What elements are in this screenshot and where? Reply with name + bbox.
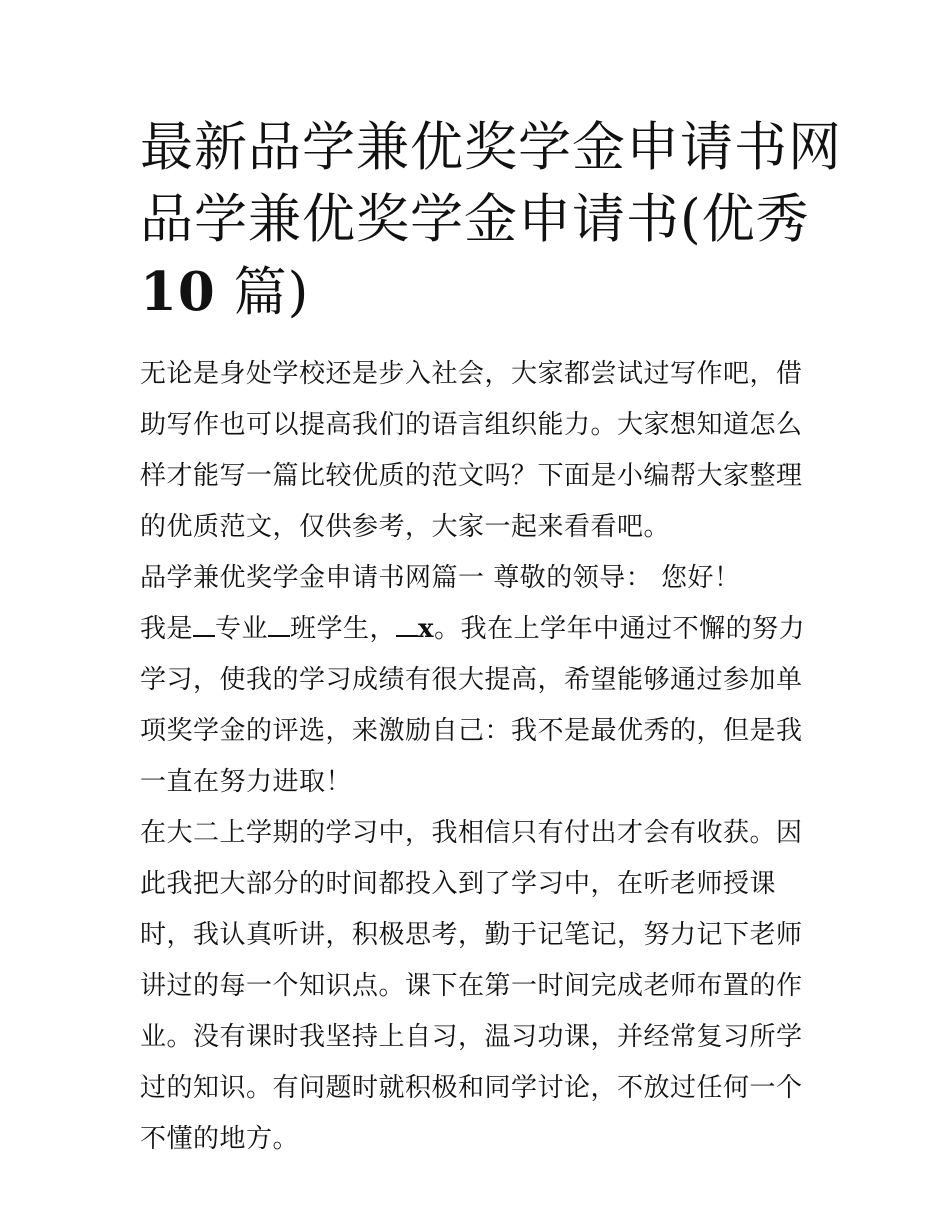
para1-rest: 。我在上学年中通过不懈的努力学习，使我的学习成绩有很大提高，希望能够通过参加单项奖学金的评选，来激励自己：我不是最优秀的，但是我一直在努力进取！	[140, 614, 806, 797]
paragraph-1	[140, 604, 820, 808]
title-line-3	[140, 256, 820, 329]
document-page	[140, 112, 842, 1165]
blank-line	[268, 615, 290, 637]
intro-paragraph: 无论是身处学校还是步入社会，大家都尝试过写作吧，借助写作也可以提高我们的语言组织能力。大家想知道怎么样才能写一篇比较优质的范文吗？下面是小编帮大家整理的优质范文，仅供参考，大家一起来看看吧。	[140, 359, 803, 542]
title-count: 10	[140, 261, 216, 323]
title-line-2: 品学兼优奖学金申请书(优秀	[140, 189, 810, 250]
title-suffix: 篇)	[233, 262, 310, 323]
paragraph-2: 在大二上学期的学习中，我相信只有付出才会有收获。因此我把大部分的时间都投入到了学习中，在听老师授课时，我认真听讲，积极思考，勤于记笔记，努力记下老师讲过的每一个知识点。课下在第一时间完成老师布置的作业。没有课时我坚持上自习，温习功课，并经常复习所学过的知识。有问题时就积极和同学讨论，不放过任何一个不懂的地方。	[140, 818, 803, 1154]
document-body	[140, 349, 820, 1165]
blank-line	[396, 615, 418, 637]
para1-class: 班学生，	[290, 614, 397, 644]
para1-major: 专业	[215, 614, 269, 644]
document-title	[140, 112, 842, 329]
para1-name: x	[418, 614, 435, 644]
section-heading: 品学兼优奖学金申请书网篇一 尊敬的领导： 您好！	[140, 563, 741, 593]
title-line-1: 最新品学兼优奖学金申请书网	[140, 117, 842, 178]
para1-start: 我是	[140, 614, 194, 644]
blank-line	[193, 615, 215, 637]
